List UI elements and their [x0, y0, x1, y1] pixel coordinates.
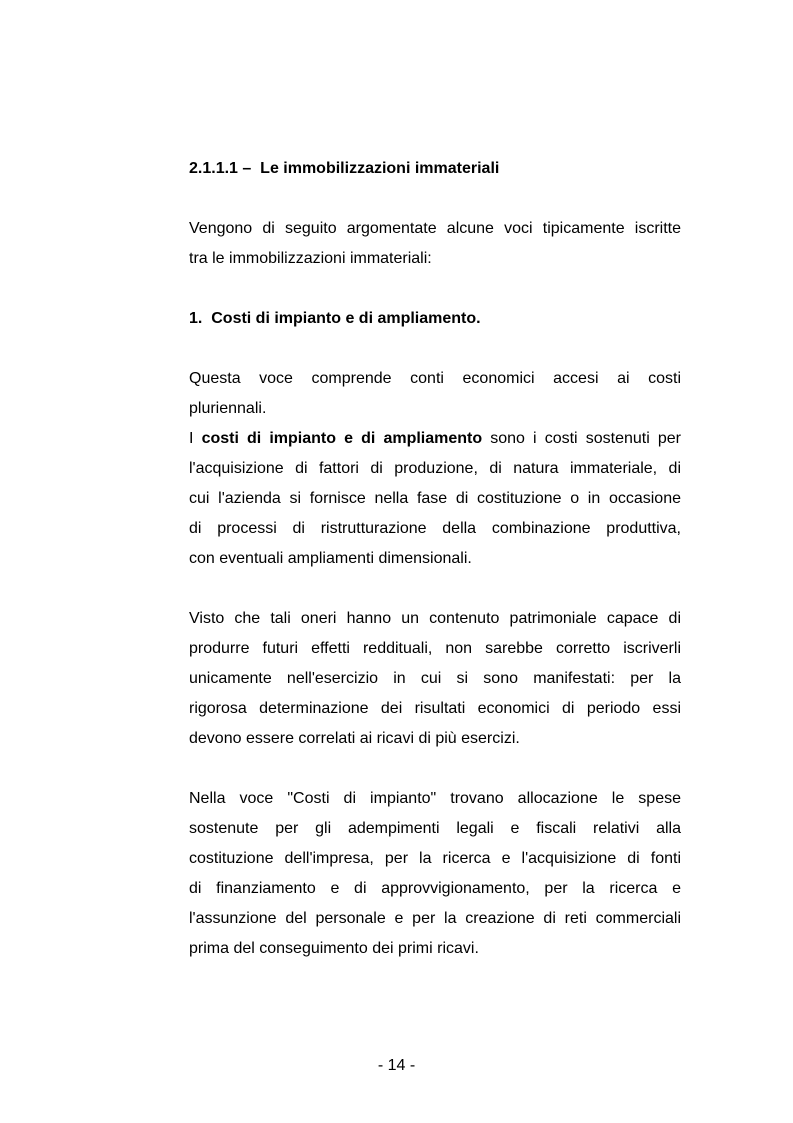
- text-line-mixed: [189, 424, 681, 454]
- text-line: prima del conseguimento dei primi ricavi.: [189, 940, 479, 957]
- paragraph-4: [189, 784, 681, 964]
- page-content: [189, 154, 681, 964]
- paragraph-2: [189, 424, 681, 574]
- text-line: produrre futuri effetti reddituali, non sarebbe corretto iscriverli: [189, 640, 681, 657]
- text-line: unicamente nell'esercizio in cui si sono manifestati: per la: [189, 670, 681, 687]
- spacer: [189, 334, 681, 364]
- text-fragment: sono i costi sostenuti per: [482, 430, 681, 447]
- spacer: [189, 184, 681, 214]
- text-line: Nella voce "Costi di impianto" trovano allocazione le spese: [189, 790, 681, 807]
- section-heading: 2.1.1.1 – Le immobilizzazioni immateriali: [189, 160, 500, 177]
- text-line: Vengono di seguito argomentate alcune voci tipicamente iscritte: [189, 220, 681, 237]
- intro-paragraph: [189, 214, 681, 274]
- spacer: [189, 754, 681, 784]
- text-line: sostenute per gli adempimenti legali e fiscali relativi alla: [189, 820, 681, 837]
- text-line: Visto che tali oneri hanno un contenuto patrimoniale capace di: [189, 610, 681, 627]
- text-line: costituzione dell'impresa, per la ricerca e l'acquisizione di fonti: [189, 850, 681, 867]
- list-item-heading: 1. Costi di impianto e di ampliamento.: [189, 310, 481, 327]
- text-fragment: I: [189, 430, 202, 447]
- text-line: tra le immobilizzazioni immateriali:: [189, 250, 432, 267]
- text-line: di finanziamento e di approvvigionamento, per la ricerca e: [189, 880, 681, 897]
- paragraph-3: [189, 604, 681, 754]
- paragraph-1: [189, 364, 681, 424]
- text-line: con eventuali ampliamenti dimensionali.: [189, 550, 472, 567]
- text-line: l'acquisizione di fattori di produzione, di natura immateriale, di: [189, 460, 681, 477]
- spacer: [189, 274, 681, 304]
- spacer: [189, 574, 681, 604]
- text-line: rigorosa determinazione dei risultati economici di periodo essi: [189, 700, 681, 717]
- bold-term: costi di impianto e di ampliamento: [201, 430, 483, 447]
- text-line: di processi di ristrutturazione della combinazione produttiva,: [189, 520, 681, 537]
- page-number: - 14 -: [377, 1057, 416, 1074]
- text-line: Questa voce comprende conti economici accesi ai costi: [189, 370, 681, 387]
- text-line: cui l'azienda si fornisce nella fase di costituzione o in occasione: [189, 490, 681, 507]
- text-line: pluriennali.: [189, 400, 267, 417]
- text-line: l'assunzione del personale e per la creazione di reti commerciali: [189, 910, 681, 927]
- text-line: devono essere correlati ai ricavi di più esercizi.: [189, 730, 520, 747]
